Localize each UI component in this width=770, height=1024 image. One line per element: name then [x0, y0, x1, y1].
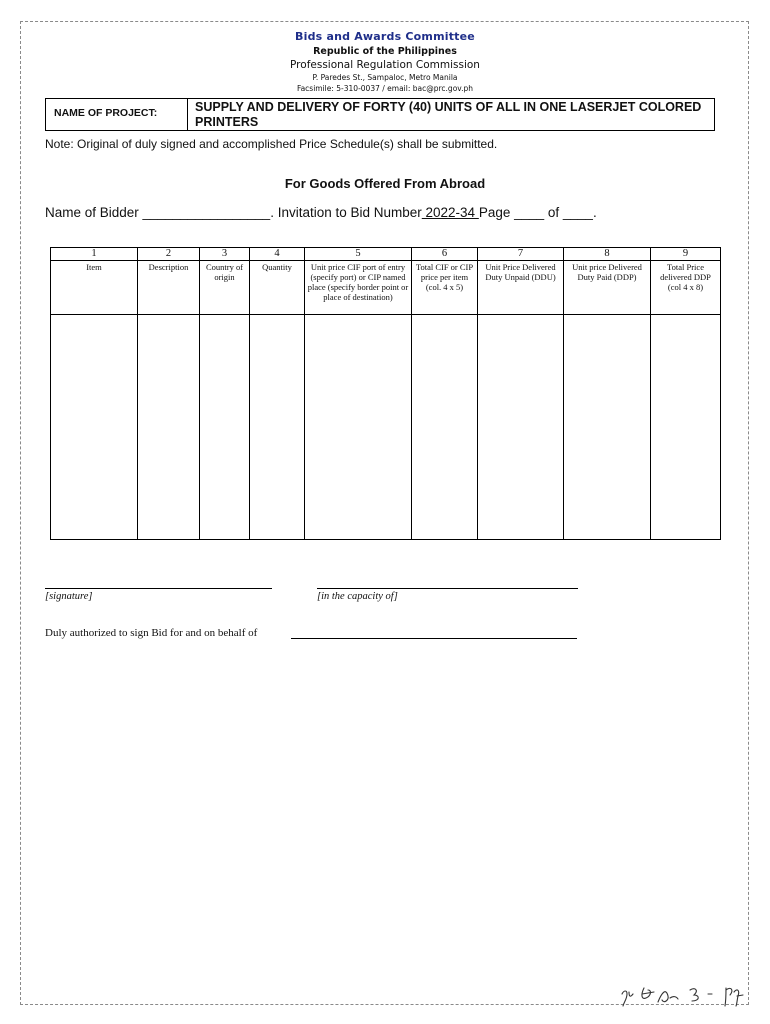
authorized-entity-line[interactable]	[291, 638, 577, 639]
authorized-text: Duly authorized to sign Bid for and on behalf of	[45, 627, 258, 639]
project-divider	[187, 99, 188, 130]
col-number: 5	[305, 248, 412, 261]
address-line: P. Paredes St., Sampaloc, Metro Manila	[312, 73, 458, 82]
table-cell-country[interactable]	[200, 315, 250, 540]
page-number-blank[interactable]: ____	[514, 205, 545, 220]
project-name: SUPPLY AND DELIVERY OF FORTY (40) UNITS OF ALL IN ONE LASERJET COLORED PRINTERS	[195, 100, 702, 129]
col-header-description: Description	[138, 261, 200, 315]
invitation-label: . Invitation to Bid Number	[270, 205, 422, 220]
col-number: 4	[250, 248, 305, 261]
col-number: 8	[564, 248, 651, 261]
bidder-line	[45, 205, 597, 220]
capacity-line[interactable]	[317, 588, 578, 589]
table-cell-ddp[interactable]	[564, 315, 651, 540]
section-title: For Goods Offered From Abroad	[284, 176, 486, 191]
table-cell-item[interactable]	[51, 315, 138, 540]
col-number: 2	[138, 248, 200, 261]
table-cell-description[interactable]	[138, 315, 200, 540]
table-cell-quantity[interactable]	[250, 315, 305, 540]
column-number-row	[51, 248, 721, 261]
contact-line: Facsimile: 5-310-0037 / email: bac@prc.gov.ph	[296, 84, 474, 93]
republic-line: Republic of the Philippines	[313, 46, 457, 57]
col-header-unit-price-cif: Unit price CIF port of entry (specify port) or CIP named place (specify border point or place of destination)	[305, 261, 412, 315]
col-header-quantity: Quantity	[250, 261, 305, 315]
col-header-total-ddp: Total Price delivered DDP (col 4 x 8)	[651, 261, 721, 315]
capacity-label: [in the capacity of]	[317, 591, 398, 602]
col-header-ddu: Unit Price Delivered Duty Unpaid (DDU)	[478, 261, 564, 315]
col-number: 3	[200, 248, 250, 261]
of-label: of	[544, 205, 563, 220]
col-number: 6	[412, 248, 478, 261]
col-header-ddp: Unit price Delivered Duty Paid (DDP)	[564, 261, 651, 315]
bidder-name-blank[interactable]: _________________	[142, 205, 271, 220]
col-number: 7	[478, 248, 564, 261]
invitation-number: 2022-34	[421, 205, 479, 220]
table-cell-unit-price-cif[interactable]	[305, 315, 412, 540]
col-header-total-cif: Total CIF or CIP price per item (col. 4 x 5)	[412, 261, 478, 315]
commission-line: Professional Regulation Commission	[290, 59, 480, 71]
column-header-row	[51, 261, 721, 315]
signature-line[interactable]	[45, 588, 272, 589]
table-row	[51, 315, 721, 540]
table-cell-ddu[interactable]	[478, 315, 564, 540]
table-cell-total-ddp[interactable]	[651, 315, 721, 540]
col-number: 1	[51, 248, 138, 261]
page-label: Page	[478, 205, 515, 220]
bidder-name-label: Name of Bidder	[45, 205, 143, 220]
org-title: Bids and Awards Committee	[295, 30, 475, 43]
project-box	[45, 98, 715, 131]
col-number: 9	[651, 248, 721, 261]
handwritten-initials	[618, 980, 753, 1010]
table-cell-total-cif[interactable]	[412, 315, 478, 540]
col-header-item: Item	[51, 261, 138, 315]
project-label: NAME OF PROJECT:	[54, 107, 158, 119]
page-total-blank[interactable]: ____	[562, 205, 593, 220]
col-header-country: Country of origin	[200, 261, 250, 315]
signature-label: [signature]	[45, 591, 93, 602]
bidder-line-end: .	[592, 205, 597, 220]
submission-note: Note: Original of duly signed and accomplished Price Schedule(s) shall be submitted.	[45, 137, 498, 151]
price-schedule-table	[50, 247, 721, 540]
